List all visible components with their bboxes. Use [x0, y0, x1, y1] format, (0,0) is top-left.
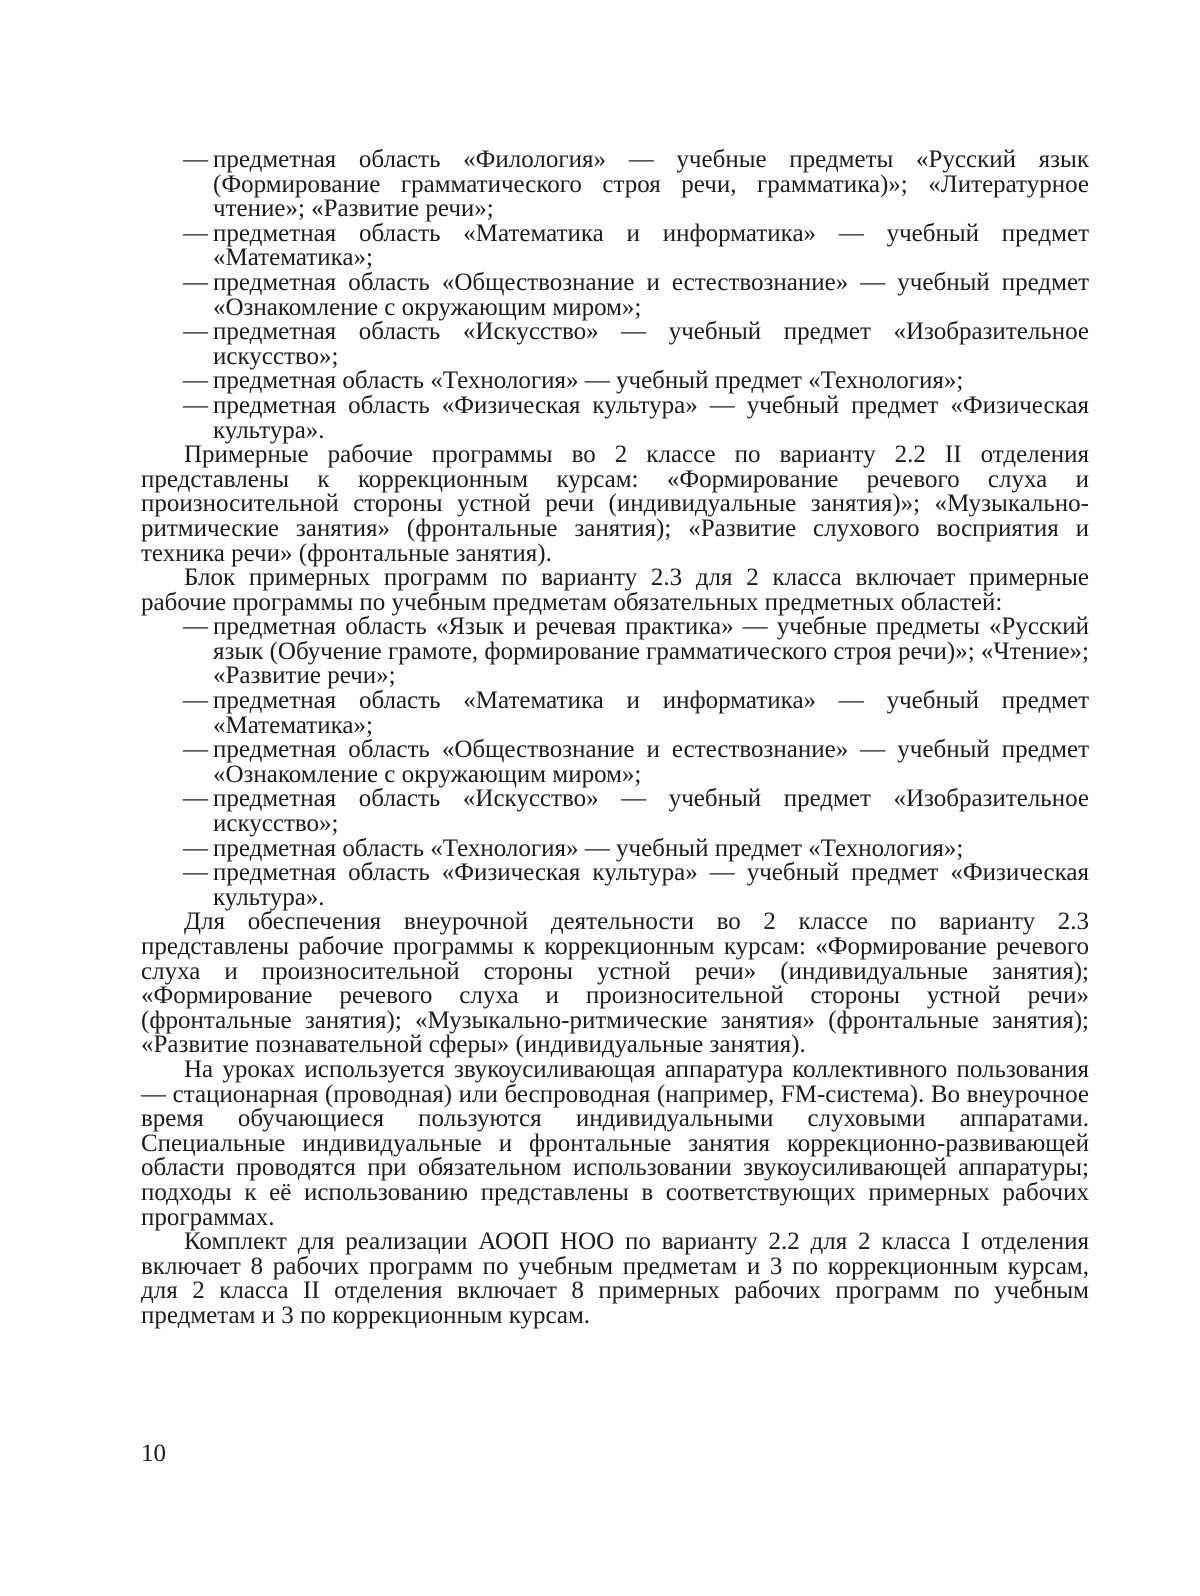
list-item	[141, 148, 1089, 222]
list-item-text: предметная область «Обществознание и естествознание» — учебный предмет «Ознакомление с окружающим миром»;	[213, 268, 1089, 321]
paragraph-sound-equipment: На уроках используется звукоусиливающая аппаратура коллективного пользования — стационарная (проводная) или беспроводная (например, FM-система). Во внеурочное время обучающиеся пользуются индивидуальными слуховыми аппаратами. Специальные индивидуальные и фронтальные занятия коррекционно-развивающей области проводятся при обязательном использовании звукоусиливающей аппаратуры; подходы к её использованию представлены в соответствующих примерных рабочих программах.	[141, 1055, 1089, 1231]
list-dash: —	[183, 736, 208, 764]
paragraph-correction-courses-2-2: Примерные рабочие программы во 2 классе по варианту 2.2 II отделения представлены к коррекционным курсам: «Формирование речевого слуха и произносительной стороны устной речи (индивидуальные занятия)»; «Музыкально-ритмические занятия» (фронтальные занятия); «Развитие слухового восприятия и техника речи» (фронтальные занятия).	[141, 441, 1089, 567]
list-item-text: предметная область «Технология» — учебный предмет «Технология»;	[213, 834, 964, 862]
list-item-text: предметная область «Искусство» — учебный предмет «Изобразительное искусство»;	[213, 318, 1089, 370]
page-body	[141, 148, 1089, 1329]
list-item	[141, 787, 1089, 836]
paragraph-variant-2-3-intro: Блок примерных программ по варианту 2.3 для 2 класса включает примерные рабочие программы по учебным предметам обязательных предметных областей:	[141, 564, 1089, 616]
list-dash: —	[183, 318, 208, 346]
list-item	[141, 219, 1089, 272]
paragraph-extracurricular-2-3: Для обеспечения внеурочной деятельности во 2 классе по варианту 2.3 представлены рабочие программы к коррекционным курсам: «Формирование речевого слуха и произносительной стороны устной речи» (индивидуальные занятия); «Формирование речевого слуха и произносительной стороны устной речи» (фронтальные занятия); «Музыкально-ритмические занятия» (фронтальные занятия); «Развитие познавательной сферы» (индивидуальные занятия).	[141, 908, 1089, 1059]
list-dash: —	[183, 391, 208, 419]
list-dash: —	[183, 834, 208, 862]
list-item	[141, 391, 1089, 444]
list-item-text: предметная область «Обществознание и естествознание» — учебный предмет «Ознакомление с окружающим миром»;	[213, 736, 1089, 788]
list-dash: —	[183, 687, 208, 715]
list-dash: —	[183, 268, 208, 296]
list-dash: —	[183, 785, 208, 813]
list-item	[141, 861, 1089, 910]
list-item-text: предметная область «Физическая культура» — учебный предмет «Физическая культура».	[213, 391, 1089, 444]
list-item-text: предметная область «Физическая культура» — учебный предмет «Физическая культура».	[213, 859, 1089, 911]
list-dash: —	[183, 859, 208, 887]
list-dash: —	[183, 367, 208, 395]
list-item	[141, 320, 1089, 369]
list-item	[141, 615, 1089, 689]
list-item	[141, 689, 1089, 738]
list-item	[141, 738, 1089, 787]
list-item	[141, 369, 1089, 394]
list-item-text: предметная область «Искусство» — учебный предмет «Изобразительное искусство»;	[213, 785, 1089, 838]
list-dash: —	[183, 146, 208, 173]
paragraph-program-set: Комплект для реализации АООП НОО по варианту 2.2 для 2 класса I отделения включает 8 рабочих программ по учебным предметам и 3 по коррекционным курсам, для 2 класса II отделения включает 8 примерных рабочих программ по учебным предметам и 3 по коррекционным курсам.	[141, 1228, 1089, 1329]
list-item-text: предметная область «Математика и информатика» — учебный предмет «Математика»;	[213, 687, 1089, 739]
subject-list-variant-2-3	[141, 615, 1089, 910]
list-item-text: предметная область «Филология» — учебные предметы «Русский язык (Формирование грамматического строя речи, грамматика)»; «Литературное чтение»; «Развитие речи»;	[213, 146, 1089, 223]
list-item	[141, 834, 1089, 862]
subject-list-variant-2-2	[141, 148, 1089, 443]
list-item	[141, 268, 1089, 321]
list-dash: —	[183, 219, 208, 247]
list-dash: —	[183, 613, 208, 641]
page-number: 10	[141, 1440, 166, 1467]
list-item-text: предметная область «Язык и речевая практика» — учебные предметы «Русский язык (Обучение грамоте, формирование грамматического строя речи)»; «Чтение»; «Развитие речи»;	[213, 613, 1089, 690]
list-item-text: предметная область «Математика и информатика» — учебный предмет «Математика»;	[213, 219, 1089, 272]
list-item-text: предметная область «Технология» — учебный предмет «Технология»;	[213, 367, 964, 395]
